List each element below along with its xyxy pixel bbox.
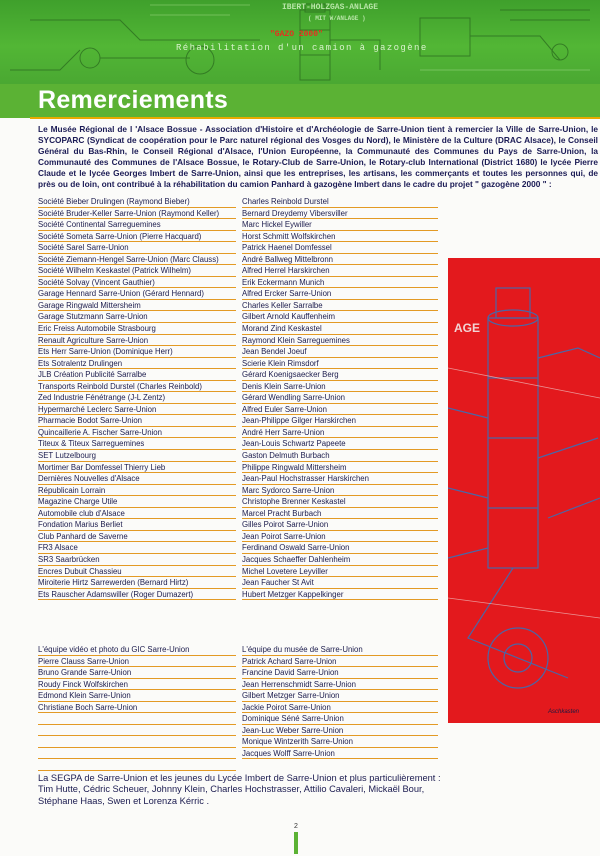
list-item-text: Fondation Marius Berliet: [38, 520, 123, 530]
list-item-text: Quincaillerie A. Fischer Sarre-Union: [38, 427, 162, 437]
gasifier-drawing: [0, 0, 600, 84]
list-item-text: Morand Zind Keskastel: [242, 324, 322, 334]
list-item-text: Marc Hickel Eywiller: [242, 220, 312, 230]
list-item-text: Jackie Poirot Sarre-Union: [242, 702, 331, 712]
list-item: [242, 231, 438, 243]
list-item-text: Alfred Euler Sarre-Union: [242, 404, 327, 414]
list-item-text: Hypermarché Leclerc Sarre-Union: [38, 404, 157, 414]
list-item-text: Mortimer Bar Domfessel Thierry Lieb: [38, 462, 166, 472]
page-title: Remerciements: [38, 86, 229, 114]
list-item-text: Philippe Ringwald Mittersheim: [242, 462, 347, 472]
list-item: [38, 736, 236, 748]
list-item-text: SET Lutzelbourg: [38, 451, 96, 461]
list-item-text: Jacques Schaeffer Dahlenheim: [242, 554, 351, 564]
list-item-text: Miroiterie Hirtz Sarrewerden (Bernard Hirtz): [38, 578, 189, 588]
list-item-text: Transports Reinbold Durstel (Charles Reinbold): [38, 381, 202, 391]
list-item: [242, 667, 438, 679]
intro-paragraph: Le Musée Régional de l 'Alsace Bossue - Association d'Histoire et d'Archéologie de Sarre-Union tient à remercier la Ville de Sarre-Union, le SYCOPARC (Syndicat de coopération pour le Parc naturel régional des Vosges du Nord), le Ministère de la Culture (DRAC Alsace), le Conseil Général du Bas-Rhin, le Conseil Régional d'Alsace, l'Union Européenne, la Communauté des Communes du Pays de Sarre-Union, la Communauté des Communes de l'Alsace Bossue, le Rotary-Club de Sarre-Union, le Rotary-club International (District 1680) le lycée Pierre Claude et le lycée Georges Imbert de Sarre-Union, ainsi que les entreprises, les artisans, les commerçants et toutes les personnes qui, de près ou de loin, ont contribué à la réhabilitation du camion Panhard à gazogène Imbert dans le cadre du projet " gazogène 2000 " :: [38, 124, 598, 189]
list-item: [242, 335, 438, 347]
list-item: [38, 323, 236, 335]
list-item: [242, 725, 438, 737]
list-item: [38, 519, 236, 531]
list-item-text: Renault Agriculture Sarre-Union: [38, 335, 149, 345]
list-item: [242, 508, 438, 520]
list-item-text: Pharmacie Bodot Sarre-Union: [38, 416, 143, 426]
list-item: [38, 748, 236, 760]
list-item: [38, 496, 236, 508]
list-item: [242, 196, 438, 208]
list-item: [242, 219, 438, 231]
gasifier-illustration: [448, 258, 600, 723]
list-item: [38, 427, 236, 439]
list-item-text: Charles Reinbold Durstel: [242, 197, 329, 206]
list-item-text: Francine David Sarre-Union: [242, 668, 339, 678]
list-item-text: Jean Bendel Joeuf: [242, 347, 307, 357]
list-item: [38, 311, 236, 323]
list-item-text: Titeux & Titeux Sarreguemines: [38, 439, 145, 449]
list-item: [242, 450, 438, 462]
list-item-text: Marc Sydorco Sarre-Union: [242, 485, 335, 495]
list-item-text: Garage Ringwald Mittersheim: [38, 300, 141, 310]
list-item-text: Ets Rauscher Adamswiller (Roger Dumazert): [38, 589, 194, 599]
list-item: [242, 542, 438, 554]
list-item-text: Bernard Dreydemy Vibersviller: [242, 208, 348, 218]
list-item-text: Roudy Finck Wolfskirchen: [38, 679, 128, 689]
list-item: [38, 554, 236, 566]
list-item: [242, 644, 438, 656]
list-item-text: FR3 Alsace: [38, 543, 78, 553]
list-item: [38, 254, 236, 266]
row-divider: [38, 599, 236, 600]
list-item-text: Patrick Achard Sarre-Union: [242, 656, 337, 666]
list-item: [38, 231, 236, 243]
list-item: [242, 748, 438, 760]
list-item: [242, 358, 438, 370]
list-item: [38, 335, 236, 347]
list-item: [242, 438, 438, 450]
list-item-text: Société Continental Sarreguemines: [38, 220, 161, 230]
title-underline: [30, 117, 600, 119]
list-item-text: Gilles Poirot Sarre-Union: [242, 520, 329, 530]
list-item: [38, 531, 236, 543]
stamp-main: IBERT-HOLZGAS-ANLAGE: [282, 3, 379, 12]
list-item-text: Denis Klein Sarre-Union: [242, 381, 326, 391]
list-item-text: Alfred Ercker Sarre-Union: [242, 289, 332, 299]
list-item: [38, 713, 236, 725]
list-item-text: Patrick Haenel Domfessel: [242, 243, 332, 253]
list-item-text: Société Wilhelm Keskastel (Patrick Wilhelm): [38, 266, 191, 276]
list-item-text: Pierre Clauss Sarre-Union: [38, 656, 129, 666]
list-item-text: Dernières Nouvelles d'Alsace: [38, 474, 140, 484]
list-item-text: Edmond Klein Sarre-Union: [38, 691, 131, 701]
list-item-text: Eric Freiss Automobile Strasbourg: [38, 324, 156, 334]
list-item: [242, 265, 438, 277]
list-item-text: Ets Sotralentz Drulingen: [38, 358, 123, 368]
list-item: [38, 690, 236, 702]
list-item-text: Club Panhard de Saverne: [38, 531, 128, 541]
list-item: [38, 644, 236, 656]
list-item: [242, 690, 438, 702]
list-item: [242, 427, 438, 439]
list-item: [38, 358, 236, 370]
list-item: [38, 196, 236, 208]
list-item-text: Gaston Delmuth Burbach: [242, 451, 330, 461]
list-item-text: Alfred Herrel Harskirchen: [242, 266, 330, 276]
stamp-sub: ( MIT W/ANLAGE ): [308, 15, 366, 22]
list-item: [38, 759, 236, 771]
list-item-text: Ferdinand Oswald Sarre-Union: [242, 543, 350, 553]
list-item-text: Jean-Louis Schwartz Papeete: [242, 439, 346, 449]
list-item: [242, 702, 438, 714]
list-item: [242, 566, 438, 578]
list-item: [242, 288, 438, 300]
list-item: [242, 531, 438, 543]
list-item-text: Jean Herrenschmidt Sarre-Union: [242, 679, 356, 689]
list-item-text: Dominique Séné Sarre-Union: [242, 714, 344, 724]
list-item-text: Jacques Wolff Sarre-Union: [242, 748, 335, 758]
list-item: [38, 369, 236, 381]
list-item-text: Monique Wintzerith Sarre-Union: [242, 737, 353, 747]
list-item-text: Société Ziemann-Hengel Sarre-Union (Marc Clauss): [38, 254, 219, 264]
list-item: [38, 265, 236, 277]
row-divider: [242, 758, 438, 759]
list-item: [242, 462, 438, 474]
list-item-text: L'équipe vidéo et photo du GIC Sarre-Union: [38, 645, 190, 654]
list-item: [38, 725, 236, 737]
list-item-text: L'équipe du musée de Sarre-Union: [242, 645, 363, 654]
list-item: [38, 566, 236, 578]
page-number: 2: [294, 823, 298, 830]
list-item: [38, 438, 236, 450]
list-item-text: SR3 Saarbrücken: [38, 554, 100, 564]
list-item-text: Société Someta Sarre-Union (Pierre Hacquard): [38, 231, 202, 241]
list-item: [242, 242, 438, 254]
list-item-text: Bruno Grande Sarre-Union: [38, 668, 132, 678]
list-item-text: Société Solvay (Vincent Gauthier): [38, 277, 155, 287]
list-item-text: Garage Hennard Sarre-Union (Gérard Hennard): [38, 289, 204, 299]
list-item: [38, 381, 236, 393]
list-item-text: Jean-Paul Hochstrasser Harskirchen: [242, 474, 369, 484]
list-item: [242, 554, 438, 566]
team-list-left: [38, 644, 236, 771]
list-item-text: André Ballweg Mittelbronn: [242, 254, 334, 264]
list-item: [242, 404, 438, 416]
list-item: [38, 679, 236, 691]
list-item-text: Ets Herr Sarre-Union (Dominique Herr): [38, 347, 173, 357]
row-divider: [38, 770, 236, 771]
list-item-text: Jean Faucher St Avit: [242, 578, 314, 588]
list-item: [242, 577, 438, 589]
list-item: [242, 311, 438, 323]
list-item: [242, 485, 438, 497]
list-item: [38, 392, 236, 404]
gasifier-illustration-drawing: [448, 258, 600, 723]
list-item-text: Gilbert Metzger Sarre-Union: [242, 691, 340, 701]
header-subtitle: Réhabilitation d'un camion à gazogène: [176, 43, 428, 53]
list-item: [242, 736, 438, 748]
footer-bar: [294, 832, 298, 854]
list-item-text: André Herr Sarre-Union: [242, 427, 325, 437]
list-item: [242, 473, 438, 485]
list-item: [38, 219, 236, 231]
list-item-text: JLB Création Publicité Sarralbe: [38, 370, 147, 380]
companies-list-right: [242, 196, 438, 600]
list-item: [38, 473, 236, 485]
companies-list-left: [38, 196, 236, 600]
list-item-text: Charles Keller Sarralbe: [242, 300, 323, 310]
list-item: [242, 589, 438, 601]
list-item: [242, 381, 438, 393]
list-item: [38, 300, 236, 312]
list-item: [242, 519, 438, 531]
header-banner: [0, 0, 600, 84]
list-item: [242, 415, 438, 427]
list-item: [38, 404, 236, 416]
list-item: [38, 589, 236, 601]
list-item: [242, 713, 438, 725]
list-item-text: Michel Lovetere Leyviller: [242, 566, 328, 576]
row-divider: [242, 599, 438, 600]
gazo-label: "GAZO 2000": [270, 30, 323, 39]
list-item-text: Gilbert Arnold Kauffenheim: [242, 312, 336, 322]
list-item: [242, 300, 438, 312]
list-item-text: Société Bieber Drulingen (Raymond Bieber): [38, 197, 190, 206]
list-item: [242, 346, 438, 358]
list-item: [38, 462, 236, 474]
list-item-text: Société Bruder-Keller Sarre-Union (Raymond Keller): [38, 208, 220, 218]
list-item-text: Gérard Wendling Sarre-Union: [242, 393, 345, 403]
list-item: [242, 392, 438, 404]
list-item: [38, 656, 236, 668]
list-item: [242, 208, 438, 220]
list-item: [38, 208, 236, 220]
list-item-text: Horst Schmitt Wolfskirchen: [242, 231, 336, 241]
segpa-paragraph: La SEGPA de Sarre-Union et les jeunes du Lycée Imbert de Sarre-Union et plus particulièrement : Tim Hutte, Cédric Scheuer, Johnny Klein, Charles Hochstrasser, Attilio Cavaleri, Mickaël Bour, Stéphane Haas, Swen et Lorenza Kérric .: [38, 773, 441, 806]
list-item: [242, 656, 438, 668]
list-item: [242, 496, 438, 508]
list-item: [242, 277, 438, 289]
list-item-text: Encres Dubuit Chassieu: [38, 566, 122, 576]
list-item: [38, 702, 236, 714]
list-item-text: Christiane Boch Sarre-Union: [38, 702, 138, 712]
list-item: [242, 369, 438, 381]
list-item-text: Jean Poirot Sarre-Union: [242, 531, 326, 541]
list-item: [38, 288, 236, 300]
list-item: [38, 485, 236, 497]
list-item-text: Raymond Klein Sarreguemines: [242, 335, 350, 345]
list-item-text: Société Sarel Sarre-Union: [38, 243, 129, 253]
list-item: [38, 542, 236, 554]
list-item: [242, 679, 438, 691]
list-item-text: Erik Eckermann Munich: [242, 277, 325, 287]
list-item: [242, 323, 438, 335]
list-item-text: Jean-Philippe Gilger Harskirchen: [242, 416, 356, 426]
list-item: [38, 242, 236, 254]
drawing-note: Aschkasten: [548, 709, 580, 715]
list-item-text: Garage Stutzmann Sarre-Union: [38, 312, 148, 322]
list-item: [38, 450, 236, 462]
drawing-label: AGE: [454, 321, 481, 335]
list-item: [38, 577, 236, 589]
list-item: [38, 346, 236, 358]
list-item-text: Christophe Brenner Keskastel: [242, 497, 346, 507]
list-item-text: Magazine Charge Utile: [38, 497, 118, 507]
list-item: [38, 508, 236, 520]
list-item-text: Gérard Koenigsaecker Berg: [242, 370, 339, 380]
list-item-text: Républicain Lorrain: [38, 485, 106, 495]
list-item: [38, 667, 236, 679]
list-item: [38, 277, 236, 289]
list-item-text: Jean-Luc Weber Sarre-Union: [242, 725, 344, 735]
list-item: [38, 415, 236, 427]
team-list-right: [242, 644, 438, 759]
list-item-text: Marcel Pracht Burbach: [242, 508, 322, 518]
list-item-text: Automobile club d'Alsace: [38, 508, 125, 518]
list-item-text: Zed Industrie Fénétrange (J-L Zentz): [38, 393, 166, 403]
list-item-text: Scierie Klein Rimsdorf: [242, 358, 319, 368]
list-item-text: Hubert Metzger Kappelkinger: [242, 589, 344, 599]
list-item: [242, 254, 438, 266]
